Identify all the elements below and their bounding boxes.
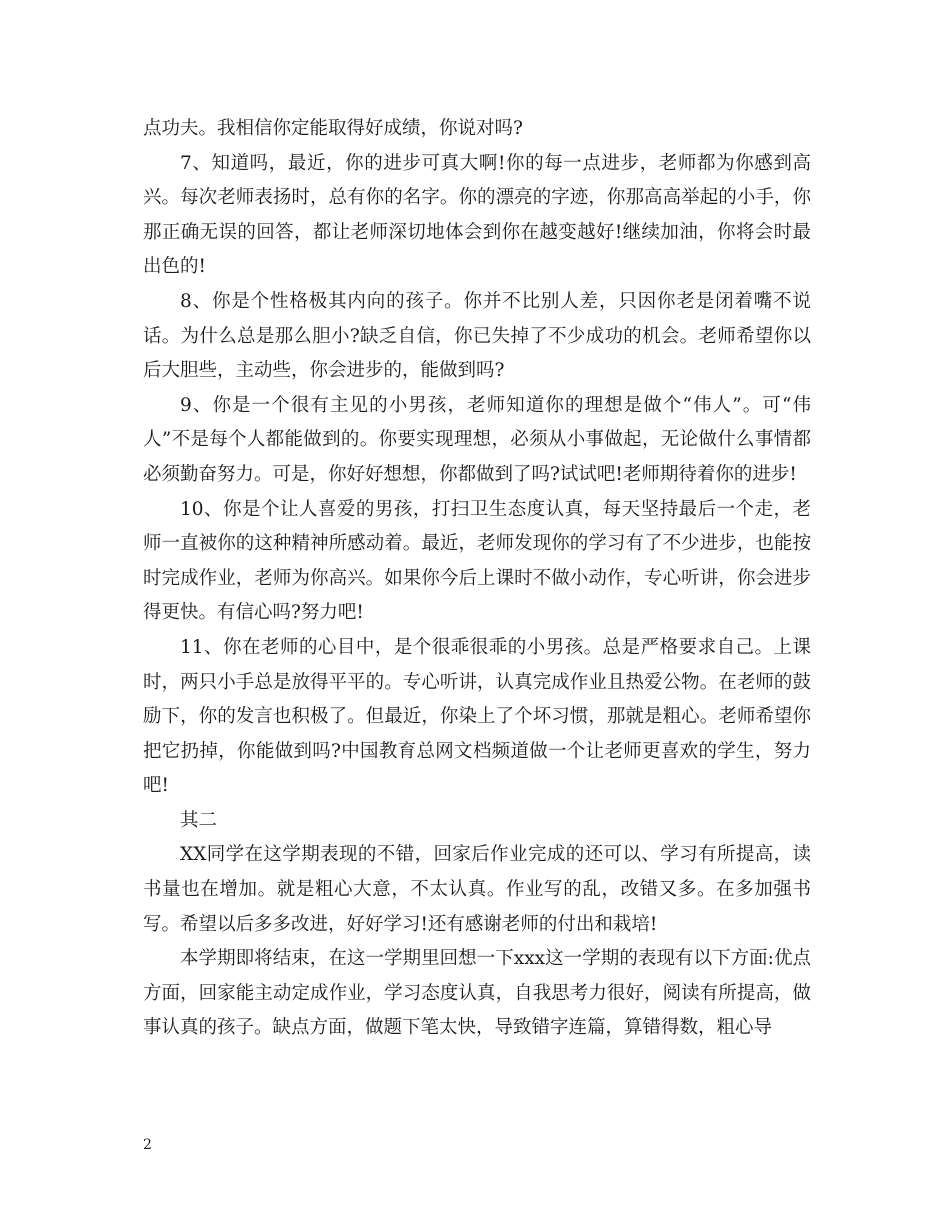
paragraph-8: 本学期即将结束，在这一学期里回想一下xxx这一学期的表现有以下方面:优点方面，回家能主动定成作业，学习态度认真，自我思考力很好，阅读有所提高，做事认真的孩子。缺点方面，做题下笔太快，导致错字连篇，算错得数，粗心导 [143, 948, 811, 1039]
paragraph-6: 11、你在老师的心目中，是个很乖很乖的小男孩。总是严格要求自己。上课时，两只小手总是放得平平的。专心听讲，认真完成作业且热爱公物。在老师的鼓励下，你的发言也积极了。但最近，你染上了个坏习惯，那就是粗心。老师希望你把它扔掉，你能做到吗?中国教育总网文档频道做一个让老师更喜欢的学生，努力吧! [143, 636, 811, 797]
paragraph-7: XX同学在这学期表现的不错，回家后作业完成的还可以、学习有所提高，读书量也在增加。就是粗心大意，不太认真。作业写的乱，改错又多。在多加强书写。希望以后多多改进，好好学习!还有感谢老师的付出和栽培! [143, 844, 811, 935]
document-body [143, 112, 811, 1046]
paragraph-2: 7、知道吗，最近，你的进步可真大啊!你的每一点进步，老师都为你感到高兴。每次老师表扬时，总有你的名字。你的漂亮的字迹，你那高高举起的小手，你那正确无误的回答，都让老师深切地体会到你在越变越好!继续加油，你将会时最出色的! [143, 152, 811, 278]
section-heading: 其二 [180, 809, 218, 831]
paragraph-1: 点功夫。我相信你定能取得好成绩，你说对吗? [143, 118, 523, 139]
paragraph-5: 10、你是个让人喜爱的男孩，打扫卫生态度认真，每天坚持最后一个走，老师一直被你的这种精神所感动着。最近，老师发现你的学习有了不少进步，也能按时完成作业，老师为你高兴。如果你今后上课时不做小动作，专心听讲，你会进步得更快。有信心吗?努力吧! [143, 498, 811, 624]
page-number: 2 [143, 1137, 152, 1153]
paragraph-3: 8、你是个性格极其内向的孩子。你并不比别人差，只因你老是闭着嘴不说话。为什么总是那么胆小?缺乏自信，你已失掉了不少成功的机会。老师希望你以后大胆些，主动些，你会进步的，能做到吗? [143, 290, 811, 382]
paragraph-4: 9、你是一个很有主见的小男孩，老师知道你的理想是做个“伟人”。可“伟人”不是每个人都能做到的。你要实现理想，必须从小事做起，无论做什么事情都必须勤奋努力。可是，你好好想想，你都做到了吗?试试吧!老师期待着你的进步! [143, 394, 811, 485]
